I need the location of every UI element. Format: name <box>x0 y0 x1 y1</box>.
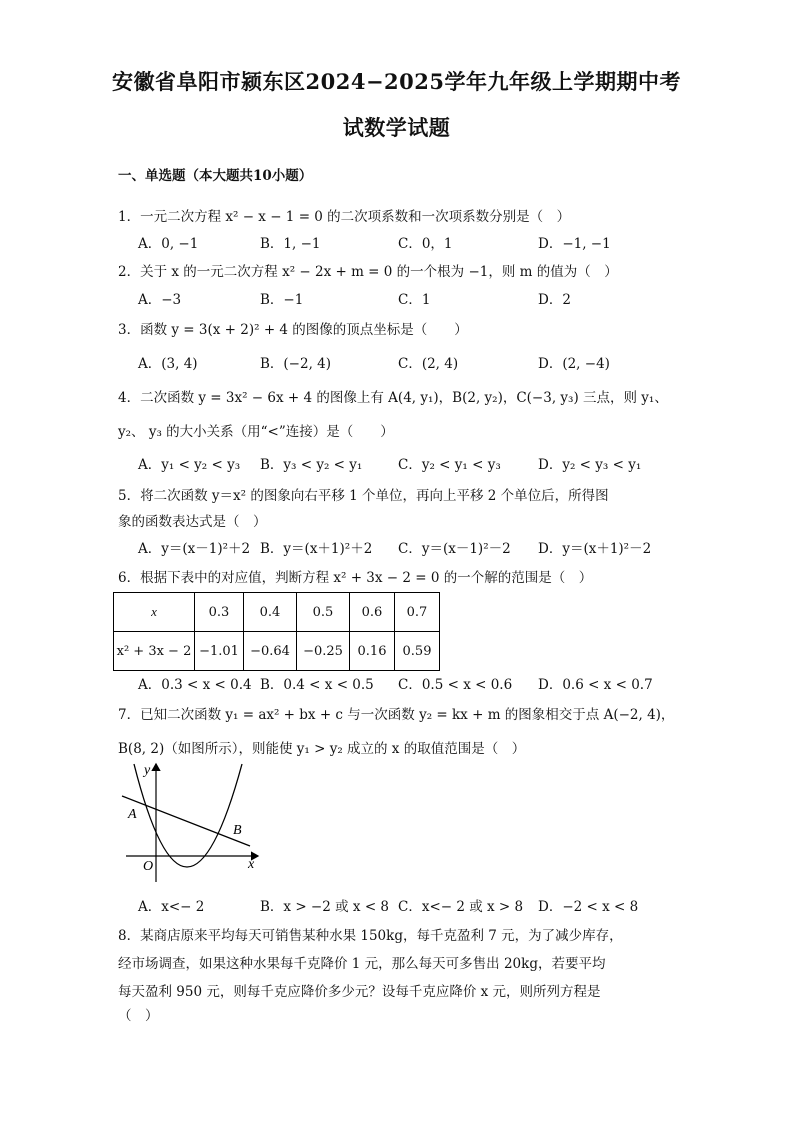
table-cell: 0.16 <box>350 632 395 671</box>
question-8-stem-line2: 经市场调查，如果这种水果每千克降价 1 元，那么每天可多售出 20kg，若要平均 <box>118 956 606 972</box>
q4-option-a: A．y₁ < y₂ < y₃ <box>138 457 241 473</box>
q5-option-a: A．y＝(x－1)²＋2 <box>138 541 251 557</box>
point-a-label: A <box>128 807 137 822</box>
section-heading: 一、单选题（本大题共10小题） <box>118 168 313 184</box>
question-4-stem-line2: y₂、 y₃ 的大小关系（用“<”连接）是（ ） <box>118 424 394 440</box>
question-5-stem-line2: 象的函数表达式是（ ） <box>118 514 267 530</box>
parabola-curve <box>134 764 242 867</box>
q6-option-a: A．0.3 < x < 0.4 <box>138 677 252 693</box>
q3-option-c: C．(2, 4) <box>398 356 459 372</box>
q1-option-b: B．1, −1 <box>260 236 321 252</box>
table-cell: 0.6 <box>350 593 395 632</box>
question-6-stem: 6．根据下表中的对应值，判断方程 x² + 3x − 2 = 0 的一个解的范围是（ ） <box>118 570 593 586</box>
table-row <box>114 593 440 632</box>
table-cell: −0.25 <box>297 632 350 671</box>
q7-option-c: C．x<− 2 或 x > 8 <box>398 899 524 915</box>
q3-option-a: A．(3, 4) <box>138 356 198 372</box>
y-axis-label: y <box>144 763 151 778</box>
question-5-stem-line1: 5．将二次函数 y＝x² 的图象向右平移 1 个单位，再向上平移 2 个单位后，所得图 <box>118 488 609 504</box>
table-cell: 0.5 <box>297 593 350 632</box>
question-1-stem: 1．一元二次方程 x² − x − 1 = 0 的二次项系数和一次项系数分别是（ ） <box>118 209 571 225</box>
q3-option-b: B．(−2, 4) <box>260 356 332 372</box>
question-2-stem: 2．关于 x 的一元二次方程 x² − 2x + m = 0 的一个根为 −1，则 m 的值为（ ） <box>118 264 618 280</box>
q6-option-b: B．0.4 < x < 0.5 <box>260 677 374 693</box>
table-cell: −0.64 <box>244 632 297 671</box>
q3-option-d: D．(2, −4) <box>538 356 610 372</box>
q6-option-c: C．0.5 < x < 0.6 <box>398 677 513 693</box>
page-title: 安徽省阜阳市颍东区2024−2025学年九年级上学期期中考 <box>112 69 681 94</box>
question-3-stem: 3．函数 y = 3(x + 2)² + 4 的图像的顶点坐标是（ ） <box>118 322 468 338</box>
q2-option-c: C．1 <box>398 292 431 308</box>
table-cell: 0.59 <box>395 632 440 671</box>
q5-option-c: C．y＝(x－1)²－2 <box>398 541 511 557</box>
q7-option-b: B．x > −2 或 x < 8 <box>260 899 390 915</box>
question-8-stem-line4: （ ） <box>118 1008 159 1024</box>
straight-line <box>122 796 250 846</box>
table-cell: x <box>151 604 157 619</box>
page-title-line2: 试数学试题 <box>342 115 451 140</box>
value-table <box>113 592 440 671</box>
q7-option-a: A．x<− 2 <box>138 899 205 915</box>
q2-option-d: D．2 <box>538 292 571 308</box>
question-8-stem-line3: 每天盈利 950 元，则每千克应降价多少元？设每千克应降价 x 元，则所列方程是 <box>118 984 601 1000</box>
q2-option-a: A．−3 <box>138 292 182 308</box>
question-7-stem-line2: B(8, 2)（如图所示），则能使 y₁ > y₂ 成立的 x 的取值范围是（ ） <box>118 741 526 757</box>
q6-option-d: D．0.6 < x < 0.7 <box>538 677 653 693</box>
table-cell: −1.01 <box>195 632 244 671</box>
table-cell: x² + 3x − 2 <box>114 632 195 671</box>
point-b-label: B <box>233 823 242 838</box>
table-cell: 0.4 <box>244 593 297 632</box>
table-row <box>114 632 440 671</box>
q1-option-d: D．−1, −1 <box>538 236 611 252</box>
table-cell: 0.7 <box>395 593 440 632</box>
q5-option-b: B．y＝(x＋1)²＋2 <box>260 541 373 557</box>
q1-option-a: A．0, −1 <box>138 236 199 252</box>
q4-option-d: D．y₂ < y₃ < y₁ <box>538 457 642 473</box>
q2-option-b: B．−1 <box>260 292 304 308</box>
question-7-stem-line1: 7．已知二次函数 y₁ = ax² + bx + c 与一次函数 y₂ = kx + m 的图象相交于点 A(−2, 4)， <box>118 707 675 723</box>
function-graph <box>118 760 268 886</box>
q4-option-b: B．y₃ < y₂ < y₁ <box>260 457 363 473</box>
q4-option-c: C．y₂ < y₁ < y₃ <box>398 457 501 473</box>
q7-option-d: D．−2 < x < 8 <box>538 899 639 915</box>
x-axis-label: x <box>248 857 255 872</box>
question-4-stem-line1: 4．二次函数 y = 3x² − 6x + 4 的图像上有 A(4, y₁)，B(2, y₂)，C(−3, y₃) 三点，则 y₁、 <box>118 390 668 406</box>
q5-option-d: D．y＝(x＋1)²－2 <box>538 541 652 557</box>
q1-option-c: C．0，1 <box>398 236 453 252</box>
origin-label: O <box>143 859 154 874</box>
table-cell: 0.3 <box>195 593 244 632</box>
question-8-stem-line1: 8．某商店原来平均每天可销售某种水果 150kg，每千克盈利 7 元，为了减少库存， <box>118 928 623 944</box>
